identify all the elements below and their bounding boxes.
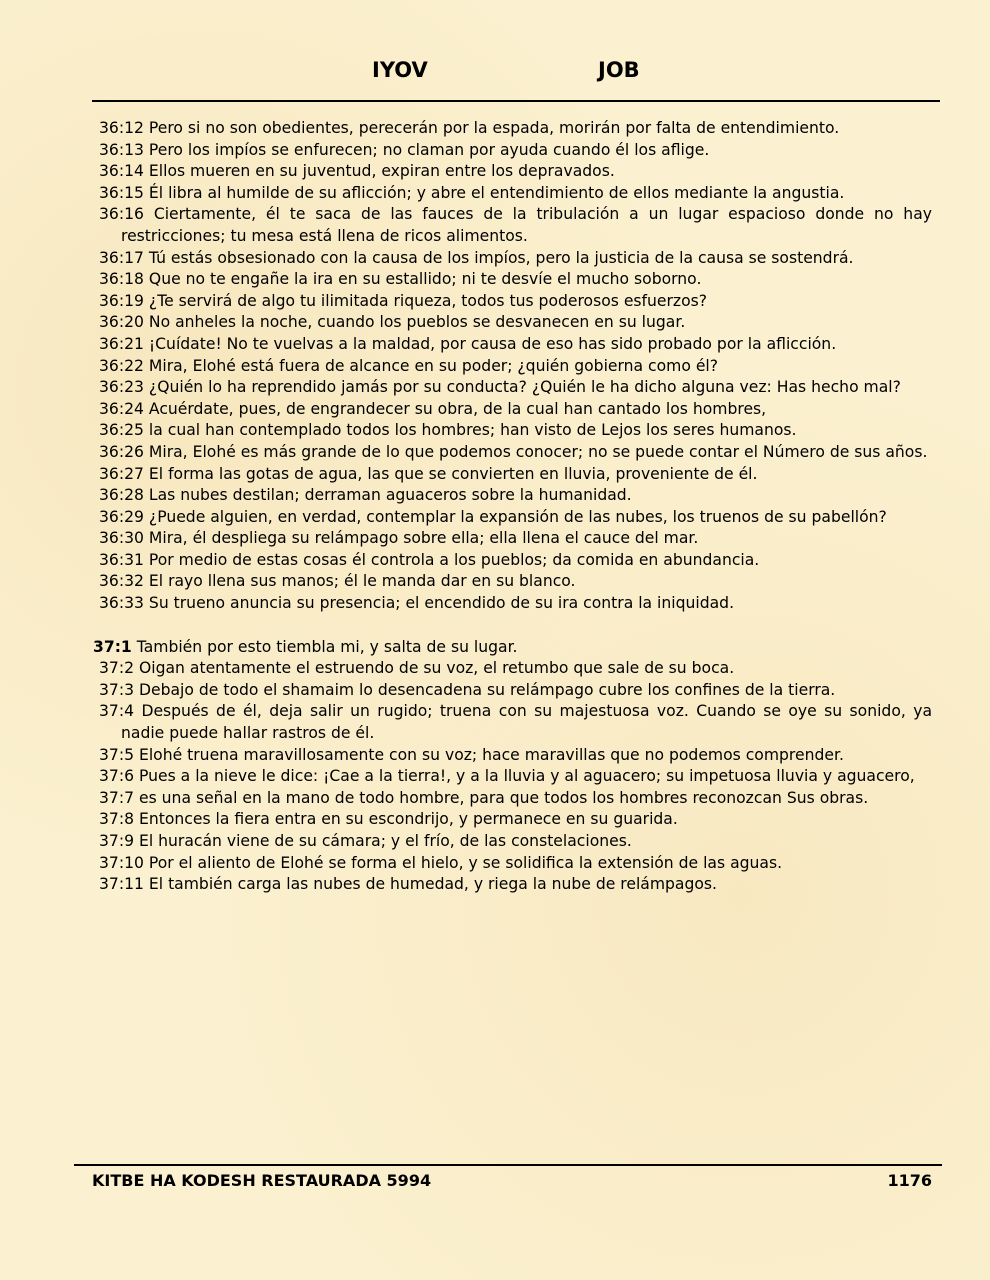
verse: [93, 637, 932, 659]
verse: [96, 183, 932, 205]
verse-text: Pues a la nieve le dice: ¡Cae a la tierra!, y a la lluvia y al aguacero; su impetuosa lluvia y aguacero,: [139, 767, 915, 786]
verse-ref: 36:31: [99, 550, 144, 569]
verse: [96, 399, 932, 421]
verse-ref: 36:21: [99, 334, 144, 353]
verse-ref: 36:32: [99, 572, 144, 591]
verse-text: Él libra al humilde de su aflicción; y abre el entendimiento de ellos mediante la angustia.: [148, 183, 845, 202]
verse-text: Mira, Elohé está fuera de alcance en su poder; ¿quién gobierna como él?: [148, 356, 719, 375]
verse-ref: 36:17: [99, 248, 144, 267]
verse-ref: 37:3: [99, 680, 135, 699]
verse-ref: 37:4: [99, 702, 135, 721]
verse: [96, 269, 932, 291]
verse: [96, 248, 932, 270]
verse-ref: 36:26: [99, 442, 144, 461]
verse: [96, 593, 932, 615]
verse-text: Mira, él despliega su relámpago sobre ella; ella llena el cauce del mar.: [148, 529, 699, 548]
verse-ref: 36:28: [99, 486, 144, 505]
verse-text: la cual han contemplado todos los hombres; han visto de Lejos los seres humanos.: [148, 421, 797, 440]
verse: [96, 658, 932, 680]
verse-text: Por medio de estas cosas él controla a los pueblos; da comida en abundancia.: [148, 550, 760, 569]
verse: [96, 571, 932, 593]
verse-text: Pero si no son obedientes, perecerán por la espada, morirán por falta de entendimiento.: [148, 119, 840, 137]
verse-ref: 37:9: [99, 832, 135, 850]
verse: [96, 291, 932, 313]
verse: [96, 874, 932, 896]
verse-ref: 36:15: [99, 183, 144, 202]
verse-text: Acuérdate, pues, de engrandecer su obra, de la cual han cantado los hombres,: [148, 399, 767, 418]
verse-ref: 36:13: [99, 140, 144, 159]
verse-text: Mira, Elohé es más grande de lo que podemos conocer; no se puede contar el Número de sus años.: [148, 442, 928, 461]
verse-ref: 36:16: [99, 205, 144, 224]
verse: [96, 118, 932, 140]
verse: [96, 528, 932, 550]
verse-ref: 37:6: [99, 767, 135, 786]
verse-ref: 36:33: [99, 594, 144, 613]
verse: [96, 507, 932, 529]
verse: [96, 853, 932, 875]
verse-text: Que no te engañe la ira en su estallido; ni te desvíe el mucho soborno.: [148, 270, 702, 289]
verse: [96, 312, 932, 334]
verse: [96, 550, 932, 572]
verse: [96, 356, 932, 378]
verse-text: ¡Cuídate! No te vuelvas a la maldad, por causa de eso has sido probado por la aflicción.: [148, 334, 837, 353]
verse-text: ¿Quién lo ha reprendido jamás por su conducta? ¿Quién le ha dicho alguna vez: Has hecho mal?: [148, 378, 901, 397]
running-header: [0, 58, 990, 90]
verse-ref: 37:11: [99, 875, 144, 894]
verse-ref: 36:27: [99, 464, 144, 483]
scripture-body: [93, 118, 933, 896]
verse: [96, 485, 932, 507]
verse-text: El forma las gotas de agua, las que se convierten en lluvia, proveniente de él.: [148, 464, 758, 483]
verse: [96, 377, 932, 399]
verse: [96, 334, 932, 356]
verse-text: Debajo de todo el shamaim lo desencadena su relámpago cubre los confines de la tierra.: [139, 680, 836, 699]
verse-ref: 37:8: [99, 810, 135, 829]
verse-ref: 36:20: [99, 313, 144, 332]
verse-ref: 37:2: [99, 659, 135, 678]
verse: [96, 745, 932, 767]
verse: [96, 680, 932, 702]
verse-text: Las nubes destilan; derraman aguaceros sobre la humanidad.: [148, 486, 632, 505]
verse-text: El también carga las nubes de humedad, y riega la nube de relámpagos.: [148, 875, 717, 894]
verse-ref: 37:7: [99, 788, 135, 807]
verse: [96, 420, 932, 442]
verse-ref: 36:29: [99, 507, 144, 526]
verse-text: Oigan atentamente el estruendo de su voz, el retumbo que sale de su boca.: [139, 659, 735, 678]
verse-text: El huracán viene de su cámara; y el frío, de las constelaciones.: [139, 832, 632, 850]
verse-text: ¿Puede alguien, en verdad, contemplar la expansión de las nubes, los truenos de su pabellón?: [148, 507, 887, 526]
book-title-spanish: JOB: [598, 58, 640, 82]
verse-text: Su trueno anuncia su presencia; el encendido de su ira contra la iniquidad.: [148, 594, 735, 613]
verse-ref: 36:14: [99, 162, 144, 181]
verse-text: Después de él, deja salir un rugido; truena con su majestuosa voz. Cuando se oye su sonido, ya nadie puede hallar rastros de él.: [121, 702, 933, 743]
verse: [96, 831, 932, 853]
verse: [96, 809, 932, 831]
verse-ref: 37:10: [99, 853, 144, 872]
verse-ref: 37:1: [93, 637, 132, 656]
verse-text: Tú estás obsesionado con la causa de los impíos, pero la justicia de la causa se sostendrá.: [148, 248, 854, 267]
verse-ref: 36:18: [99, 270, 144, 289]
verse-text: El rayo llena sus manos; él le manda dar en su blanco.: [148, 572, 576, 591]
verse-text: También por esto tiembla mi, y salta de su lugar.: [136, 637, 518, 656]
verse-text: No anheles la noche, cuando los pueblos se desvanecen en su lugar.: [148, 313, 686, 332]
verse-text: es una señal en la mano de todo hombre, para que todos los hombres reconozcan Sus obras.: [139, 788, 869, 807]
verse: [96, 204, 932, 247]
verse: [96, 140, 932, 162]
chapter-37: [93, 637, 933, 896]
verse-ref: 36:24: [99, 399, 144, 418]
verse: [96, 788, 932, 810]
chapter-36: [96, 118, 932, 615]
verse-text: Ciertamente, él te saca de las fauces de la tribulación a un lugar espacioso donde no hay restricciones; tu mesa está llena de ricos alimentos.: [121, 205, 932, 245]
verse-ref: 36:23: [99, 378, 144, 397]
verse-ref: 36:25: [99, 421, 144, 440]
verse-text: Ellos mueren en su juventud, expiran entre los depravados.: [148, 162, 615, 181]
verse-ref: 37:5: [99, 745, 135, 764]
verse: [96, 442, 932, 464]
footer-title: KITBE HA KODESH RESTAURADA 5994: [92, 1171, 432, 1190]
verse: [96, 464, 932, 486]
verse-text: Pero los impíos se enfurecen; no claman por ayuda cuando él los aflige.: [148, 140, 710, 159]
chapter-gap: [96, 615, 932, 637]
verse: [96, 161, 932, 183]
verse-text: Entonces la fiera entra en su escondrijo, y permanece en su guarida.: [139, 810, 678, 829]
footer-rule: [74, 1164, 942, 1166]
page-number: 1176: [887, 1171, 932, 1190]
book-title-hebrew: IYOV: [372, 58, 428, 82]
verse-ref: 36:12: [99, 119, 144, 137]
verse-text: Por el aliento de Elohé se forma el hielo, y se solidifica la extensión de las aguas.: [148, 853, 783, 872]
verse-text: Elohé truena maravillosamente con su voz; hace maravillas que no podemos comprender.: [139, 745, 844, 764]
header-rule: [92, 100, 940, 102]
verse-ref: 36:22: [99, 356, 144, 375]
verse-text: ¿Te servirá de algo tu ilimitada riqueza, todos tus poderosos esfuerzos?: [148, 291, 708, 310]
verse-ref: 36:19: [99, 291, 144, 310]
verse: [96, 766, 932, 788]
verse: [96, 701, 932, 744]
verse-ref: 36:30: [99, 529, 144, 548]
